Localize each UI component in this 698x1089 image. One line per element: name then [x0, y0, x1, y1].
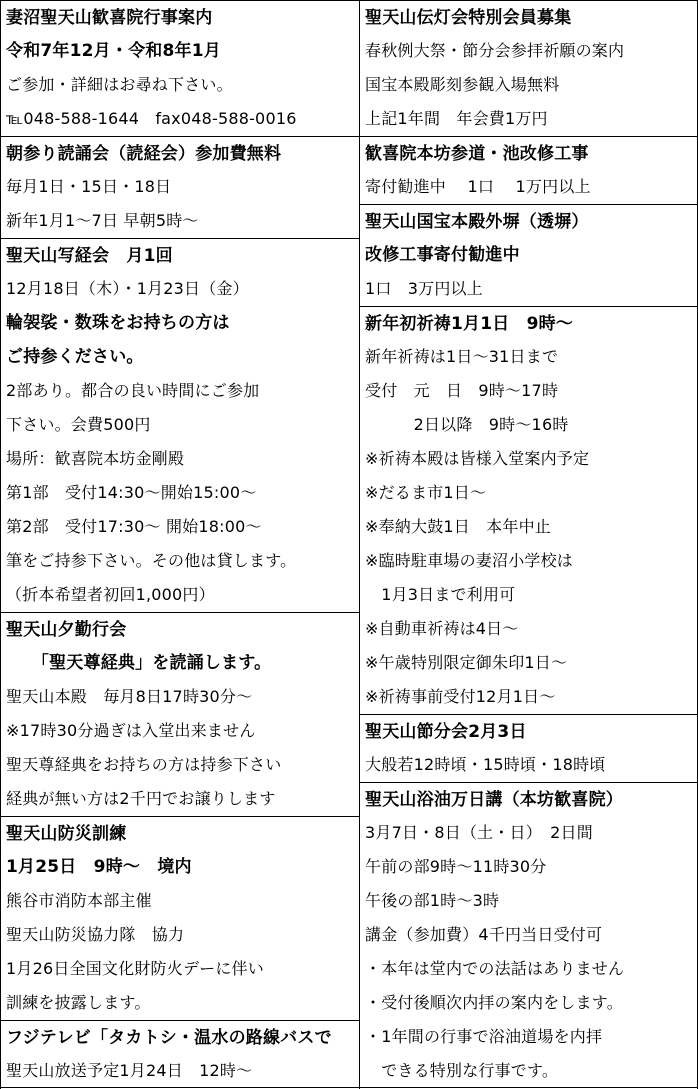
text-line: 毎月1日・15日・18日 — [6, 177, 172, 196]
text-line: ・1年間の行事で浴油道場を内拝 — [365, 1027, 603, 1046]
text-line: ※祈祷本殿は皆様入堂案内予定 — [365, 449, 590, 468]
text-line: ※祈祷事前受付12月1日～ — [365, 687, 556, 706]
text-line: 聖天山本殿 毎月8日17時30分～ — [6, 687, 253, 706]
text-line: 2部あり。都合の良い時間にご参加 — [6, 381, 260, 400]
text-line: ℡048-588-1644 fax048-588-0016 — [6, 109, 297, 128]
text-line: できる特別な行事です。 — [360, 1054, 697, 1088]
text-line: ご参加・詳細はお尋ね下さい。 — [6, 75, 233, 94]
text-line: 熊谷市消防本部主催 — [6, 891, 152, 910]
text-line: 1月26日全国文化財防火デーに伴い — [6, 959, 264, 978]
text-line: ・本年は堂内での法話はありません — [365, 959, 625, 978]
text-line: 場所：歓喜院本坊金剛殿 — [6, 449, 185, 468]
text-line: 下さい。会費500円 — [6, 415, 151, 434]
section-heading: 聖天山夕勤行会 — [1, 612, 359, 646]
text-line: 第2部 受付17:30～ 開始18:00～ — [6, 517, 262, 536]
section-heading: 妻沼聖天山歓喜院行事案内 — [1, 0, 359, 34]
section-heading: 朝参り読誦会（読経会）参加費無料 — [1, 136, 359, 170]
section-heading: 輪袈裟・数珠をお持ちの方は — [6, 313, 230, 333]
text-line: 講金（参加費）4千円当日受付可 — [365, 925, 603, 944]
text-line: ※自動車祈祷は4日～ — [365, 619, 519, 638]
text-line: ※だるま市1日～ — [365, 483, 487, 502]
text-line: 新年1月1～7日 早朝5時～ — [6, 211, 199, 230]
section-heading: 歓喜院本坊参道・池改修工事 — [360, 136, 697, 170]
text-line: ※17時30分過ぎは入堂出来ません — [6, 721, 256, 740]
text-line: 1口 3万円以上 — [365, 279, 483, 298]
text-line: 訓練を披露します。 — [6, 993, 151, 1012]
text-line: 大般若12時頃・15時頃・18時頃 — [365, 755, 606, 774]
text-line: 春秋例大祭・節分会参拝祈願の案内 — [365, 41, 625, 60]
text-line: ※午歳特別限定御朱印1日～ — [365, 653, 568, 672]
text-line: 上記1年間 年会費1万円 — [365, 109, 548, 128]
text-line: 3月7日・8日（土・日） 2日間 — [365, 823, 593, 842]
section-heading: 聖天山節分会2月3日 — [360, 714, 697, 748]
section-heading: 新年初祈祷1月1日 9時～ — [360, 306, 697, 340]
section-heading: 聖天山伝灯会特別会員募集 — [360, 0, 697, 34]
section-heading: ご持参ください。 — [6, 347, 144, 367]
text-line: 経典が無い方は2千円でお譲りします — [6, 789, 276, 808]
text-line: 12月18日（木）・1月23日（金） — [6, 279, 249, 298]
text-line: 聖天山放送予定1月24日 12時～ — [1, 1054, 359, 1088]
section-heading: 1月25日 9時～ 境内 — [6, 857, 192, 877]
text-line: 午後の部1時～3時 — [365, 891, 500, 910]
section-heading: 令和7年12月・令和8年1月 — [6, 41, 221, 61]
section-heading: フジテレビ「タカトシ・温水の路線バスで — [1, 1020, 359, 1054]
section-heading: 聖天山浴油万日講（本坊歓喜院） — [360, 782, 697, 816]
section-heading: 聖天山写経会 月1回 — [1, 238, 359, 272]
text-line: 聖天尊経典をお持ちの方は持参下さい — [6, 755, 282, 774]
text-line: 新年祈祷は1日～31日まで — [365, 347, 559, 366]
text-line: 第1部 受付14:30～開始15:00～ — [6, 483, 257, 502]
section-heading: 聖天山国宝本殿外塀（透塀） — [360, 204, 697, 238]
text-line: ・受付後順次内拝の案内をします。 — [365, 993, 623, 1012]
text-line: 聖天山防災協力隊 協力 — [6, 925, 185, 944]
text-line: 寄付勧進中 1口 1万円以上 — [365, 177, 591, 196]
text-line: （折本希望者初回1,000円） — [6, 585, 215, 604]
text-line: 1月3日まで利用可 — [365, 585, 516, 604]
text-line: ※奉納大鼓1日 本年中止 — [365, 517, 551, 536]
section-heading: 「聖天尊経典」を読誦します。 — [6, 653, 272, 673]
text-line: ※臨時駐車場の妻沼小学校は — [365, 551, 574, 570]
text-line: 国宝本殿彫刻参観入場無料 — [365, 75, 560, 94]
text-line: 2日以降 9時～16時 — [365, 415, 569, 434]
right-column — [360, 0, 698, 1089]
text-line: 受付 元 日 9時～17時 — [365, 381, 559, 400]
section-heading: 改修工事寄付勧進中 — [365, 245, 520, 265]
text-line: 筆をご持参下さい。その他は貸します。 — [6, 551, 297, 570]
section-heading: 聖天山防災訓練 — [1, 816, 359, 850]
text-line: 午前の部9時～11時30分 — [365, 857, 547, 876]
